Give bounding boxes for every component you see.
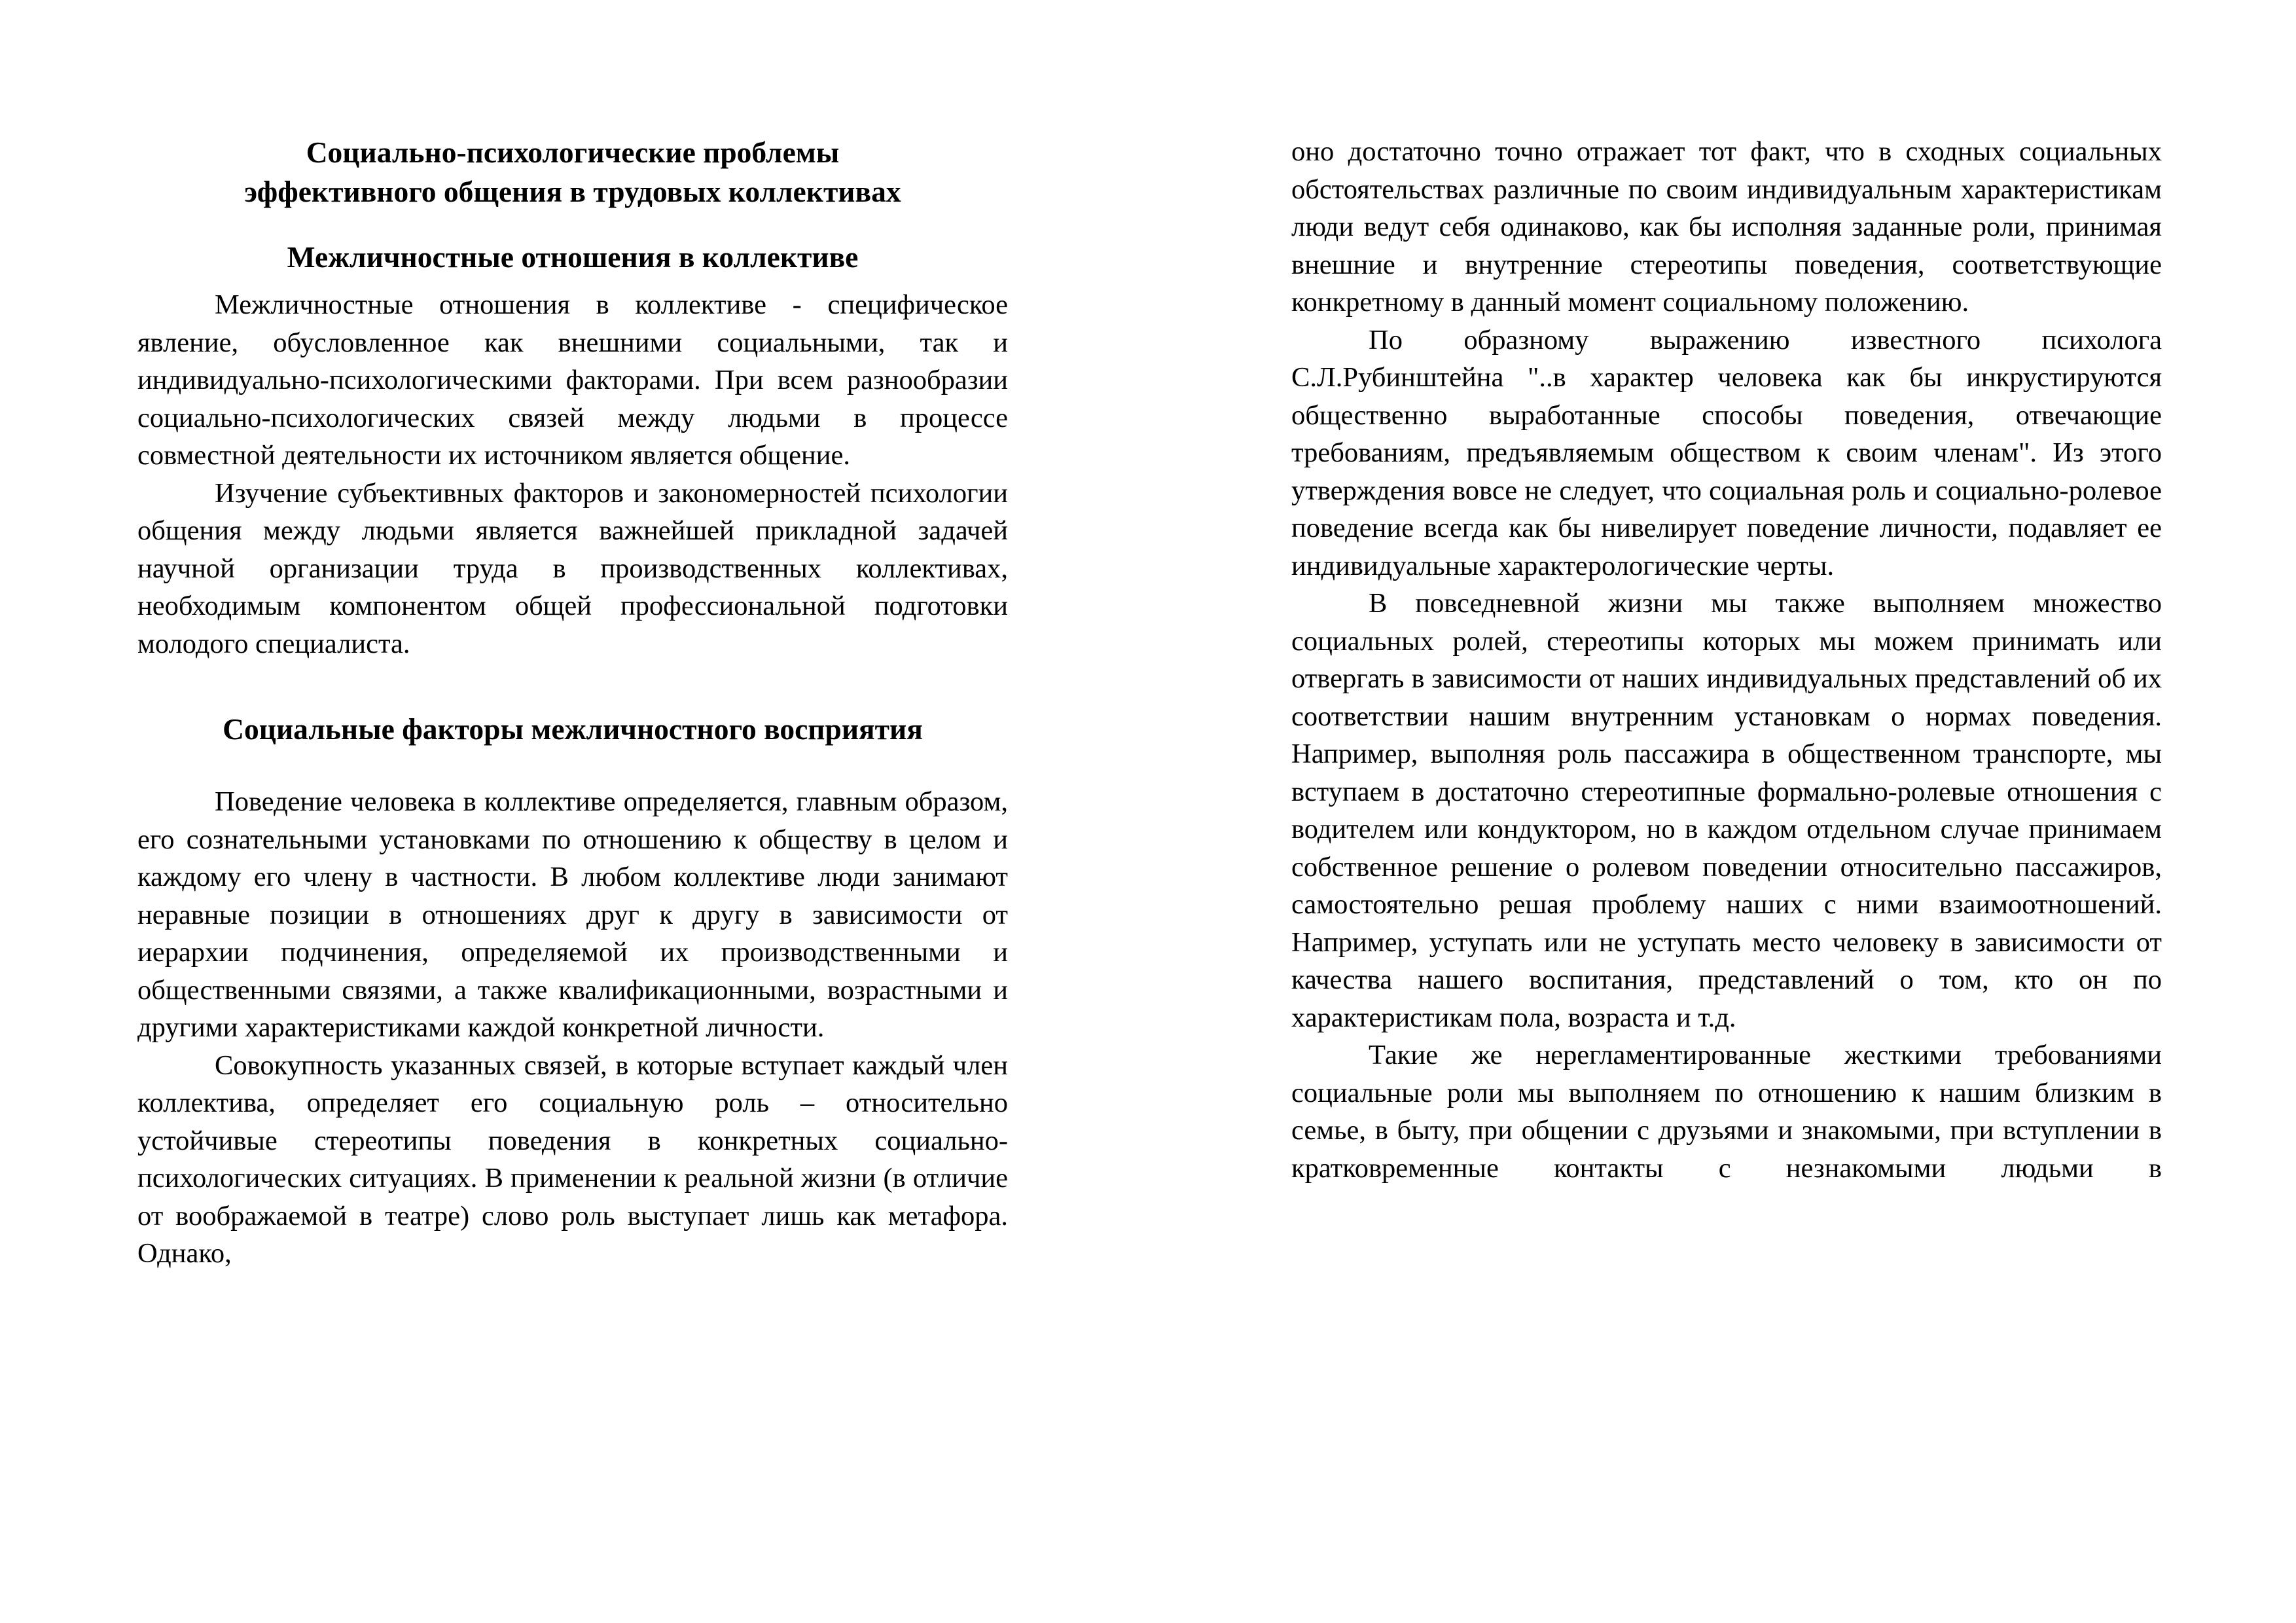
paragraph: Изучение субъективных факторов и закономерностей психологии общения между людьми является важнейшей прикладной задачей научной организации труда в производственных коллективах, необходимым компонентом общей профессиональной подготовки молодого специалиста. [137, 477, 1008, 659]
paragraph: По образному выражению известного психолога С.Л.Рубинштейна "..в характер человека как бы инкрустируются общественно выработанные способы поведения, отвечающие требованиям, предъявляемым обществом к своим членам". Из этого утверждения вовсе не следует, что социальная роль и социально-ролевое поведение всегда как бы нивелирует поведение личности, подавляет ее индивидуальные характерологические черты. [1291, 324, 2162, 581]
paragraph: Такие же нерегламентированные жесткими требованиями социальные роли мы выполняем по отношению к нашим близким в семье, в быту, при общении с друзьями и знакомыми, при вступлении в кратковременные контакты с незнакомыми людьми в [1291, 1040, 2162, 1184]
paragraph: Межличностные отношения в коллективе - специфическое явление, обусловленное как внешними социальными, так и индивидуально-психологическими факторами. При всем разнообразии социально-психологических связей между людьми в процессе совместной деятельности их источником является общение. [137, 289, 1008, 471]
section-heading-interpersonal-relations: Межличностные отношения в коллективе [287, 240, 859, 274]
title-line-1: Социально-психологические проблемы [306, 136, 840, 169]
title-line-2: эффективного общения в трудовых коллективах [244, 175, 901, 208]
section-heading-social-factors: Социальные факторы межличностного восприятия [223, 712, 923, 746]
document-title [137, 133, 1008, 211]
right-page [1291, 133, 2162, 1187]
paragraph: Совокупность указанных связей, в которые вступает каждый член коллектива, определяет его социальную роль – относительно устойчивые стереотипы поведения в конкретных социально-психологических ситуациях. В применении к реальной жизни (в отличие от воображаемой в театре) слово роль выступает лишь как метафора. Однако, [137, 1049, 1008, 1269]
left-page [137, 133, 1008, 1273]
paragraph: оно достаточно точно отражает тот факт, что в сходных социальных обстоятельствах различные по своим индивидуальным характеристикам люди ведут себя одинаково, как бы исполняя заданные роли, принимая внешние и внутренние стереотипы поведения, соответствующие конкретному в данный момент социальному положению. [1291, 136, 2162, 318]
paragraph: Поведение человека в коллективе определяется, главным образом, его сознательными установками по отношению к обществу в целом и каждому его члену в частности. В любом коллективе люди занимают неравные позиции в отношениях друг к другу в зависимости от иерархии подчинения, определяемой их производственными и общественными связями, а также квалификационными, возрастными и другими характеристиками каждой конкретной личности. [137, 786, 1008, 1043]
paragraph: В повседневной жизни мы также выполняем множество социальных ролей, стереотипы которых мы можем принимать или отвергать в зависимости от наших индивидуальных представлений об их соответствии нашим внутренним установкам о нормах поведения. Например, выполняя роль пассажира в общественном транспорте, мы вступаем в достаточно стереотипные формально-ролевые отношения с водителем или кондуктором, но в каждом отдельном случае принимаем собственное решение о ролевом поведении относительно пассажиров, самостоятельно решая проблему наших с ними взаимоотношений. Например, уступать или не уступать место человеку в зависимости от качества нашего воспитания, представлений о том, кто он по характеристикам пола, возраста и т.д. [1291, 588, 2162, 1033]
